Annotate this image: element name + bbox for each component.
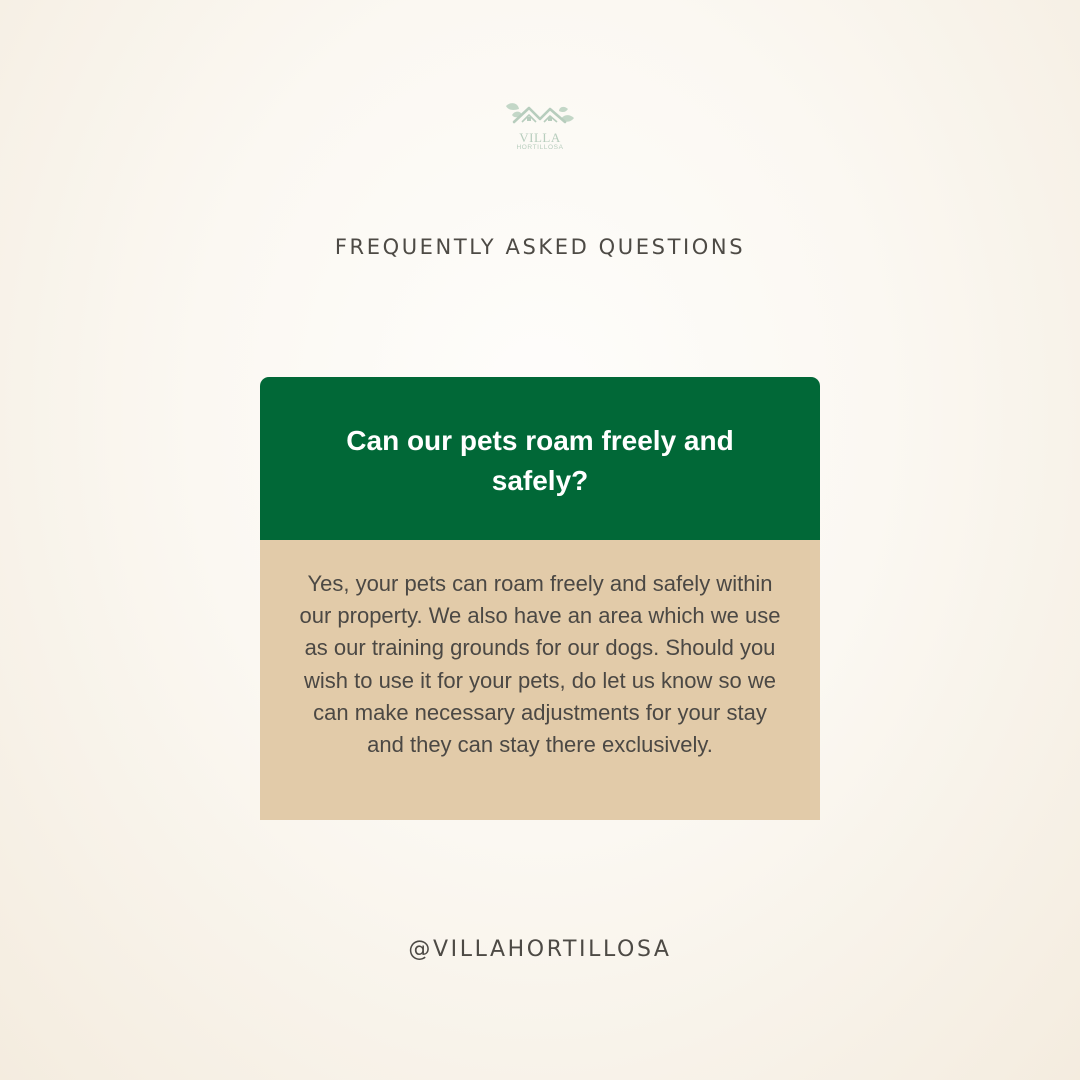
faq-question: Can our pets roam freely and safely? <box>346 424 734 496</box>
page-title: FREQUENTLY ASKED QUESTIONS <box>334 235 746 259</box>
social-handle: @VILLAHORTILLOSA <box>408 937 672 962</box>
house-leaves-icon <box>502 100 578 130</box>
faq-answer: Yes, your pets can roam freely and safely within our property. We also have an area which we use as our training grounds for our dogs. Should you wish to use it for your pets, do let us know so we can make necessary adjustments for your stay and they can stay there exclusively. <box>299 571 781 758</box>
faq-answer-panel <box>260 540 820 820</box>
brand-logo <box>0 100 1080 162</box>
faq-card <box>260 377 820 820</box>
faq-question-panel <box>260 377 820 540</box>
logo-name: VILLA <box>519 130 561 145</box>
logo-subname: HORTILLOSA <box>516 144 564 151</box>
